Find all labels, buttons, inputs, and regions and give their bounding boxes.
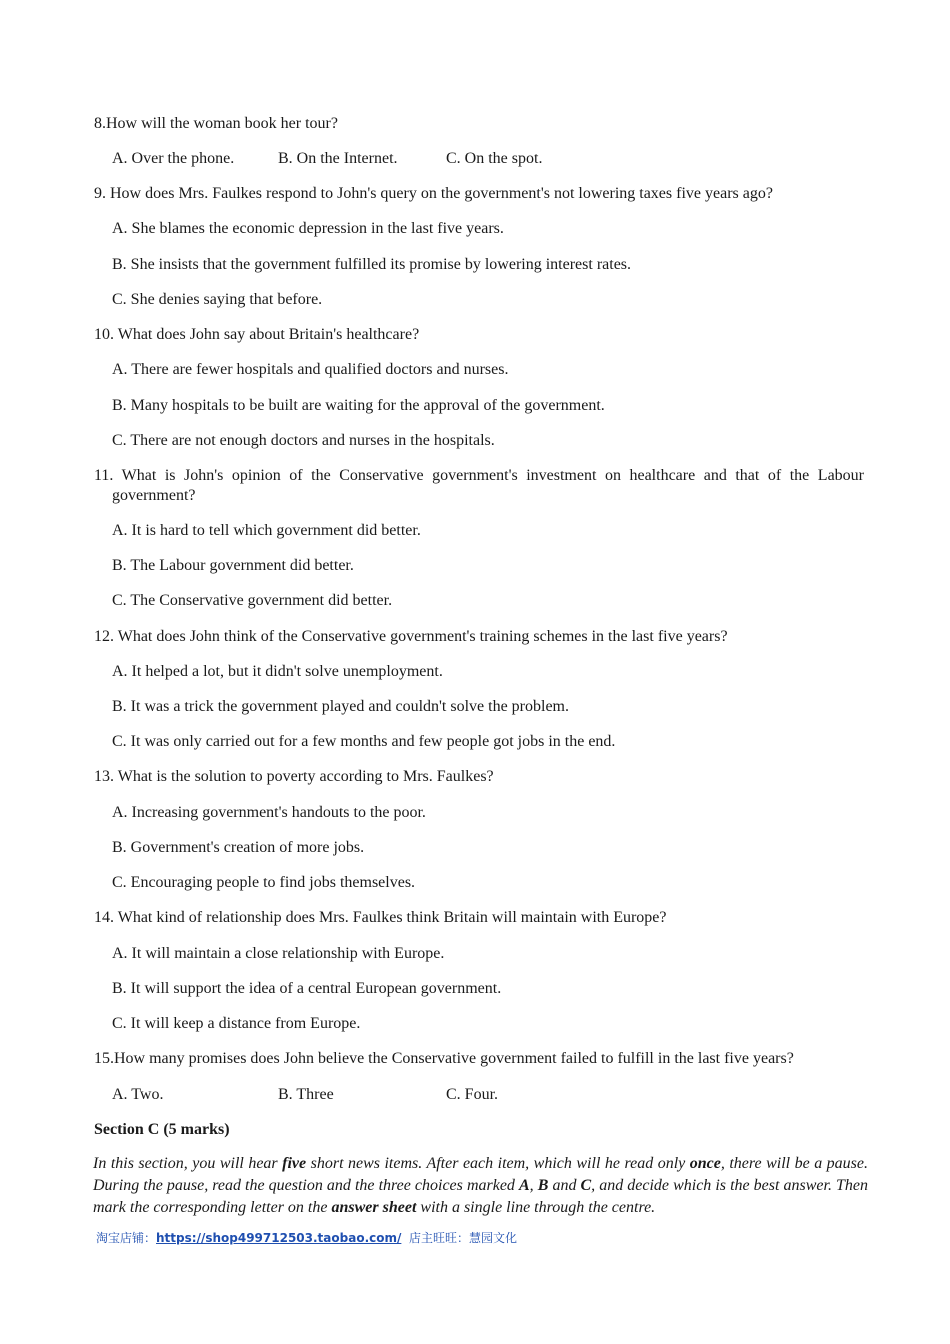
q13-option-b: B. Government's creation of more jobs. (112, 839, 365, 856)
q11-option-c: C. The Conservative government did better. (112, 592, 393, 609)
section-c-instructions: In this section, you will hear five short news items. After each item, which will he read only once, there will be a pause. During the pause, read the question and the three choices marked A, B and C, and decide which is the best answer. Then mark the corresponding letter on the answer sheet with a single line through the centre. (93, 1155, 869, 1216)
q14-option-c: C. It will keep a distance from Europe. (112, 1015, 361, 1032)
question-11-cont: government? (112, 487, 196, 504)
q12-option-a: A. It helped a lot, but it didn't solve unemployment. (112, 663, 443, 680)
q8-option-c: C. On the spot. (446, 150, 543, 167)
question-12: 12. What does John think of the Conservative government's training schemes in the last five years? (94, 628, 728, 645)
question-14: 14. What kind of relationship does Mrs. Faulkes think Britain will maintain with Europe? (94, 909, 667, 926)
q10-option-a: A. There are fewer hospitals and qualified doctors and nurses. (112, 361, 509, 378)
q15-option-c: C. Four. (446, 1086, 499, 1103)
q11-option-a: A. It is hard to tell which government did better. (112, 522, 421, 539)
footer-owner: 店主旺旺：慧园文化 (409, 1231, 518, 1245)
q13-option-a: A. Increasing government's handouts to the poor. (112, 804, 426, 821)
q12-option-c: C. It was only carried out for a few months and few people got jobs in the end. (112, 733, 616, 750)
question-9: 9. How does Mrs. Faulkes respond to John's query on the government's not lowering taxes five years ago? (94, 185, 773, 202)
question-13: 13. What is the solution to poverty according to Mrs. Faulkes? (94, 768, 494, 785)
q9-option-b: B. She insists that the government fulfilled its promise by lowering interest rates. (112, 256, 632, 273)
footer-label: 淘宝店铺： (96, 1231, 157, 1245)
question-8: 8.How will the woman book her tour? (94, 115, 338, 132)
q9-option-a: A. She blames the economic depression in the last five years. (112, 220, 504, 237)
q8-option-a: A. Over the phone. (112, 150, 235, 167)
q9-option-c: C. She denies saying that before. (112, 291, 323, 308)
q10-option-c: C. There are not enough doctors and nurses in the hospitals. (112, 432, 495, 449)
q8-option-b: B. On the Internet. (278, 150, 398, 167)
q10-option-b: B. Many hospitals to be built are waiting for the approval of the government. (112, 397, 605, 414)
q13-option-c: C. Encouraging people to find jobs themselves. (112, 874, 416, 891)
q11-option-b: B. The Labour government did better. (112, 557, 354, 574)
q14-option-b: B. It will support the idea of a central European government. (112, 980, 502, 997)
q12-option-b: B. It was a trick the government played and couldn't solve the problem. (112, 698, 569, 715)
question-15: 15.How many promises does John believe the Conservative government failed to fulfill in the last five years? (94, 1050, 794, 1067)
q15-option-a: A. Two. (112, 1086, 164, 1103)
shop-link[interactable]: https://shop499712503.taobao.com/ (156, 1231, 402, 1245)
q14-option-a: A. It will maintain a close relationship with Europe. (112, 945, 445, 962)
question-11: 11. What is John's opinion of the Conservative government's investment on healthcare and that of the Labour (94, 467, 864, 484)
question-10: 10. What does John say about Britain's healthcare? (94, 326, 420, 343)
q15-option-b: B. Three (278, 1086, 334, 1103)
shop-footer (96, 1229, 517, 1247)
section-c-heading: Section C (5 marks) (94, 1121, 230, 1138)
